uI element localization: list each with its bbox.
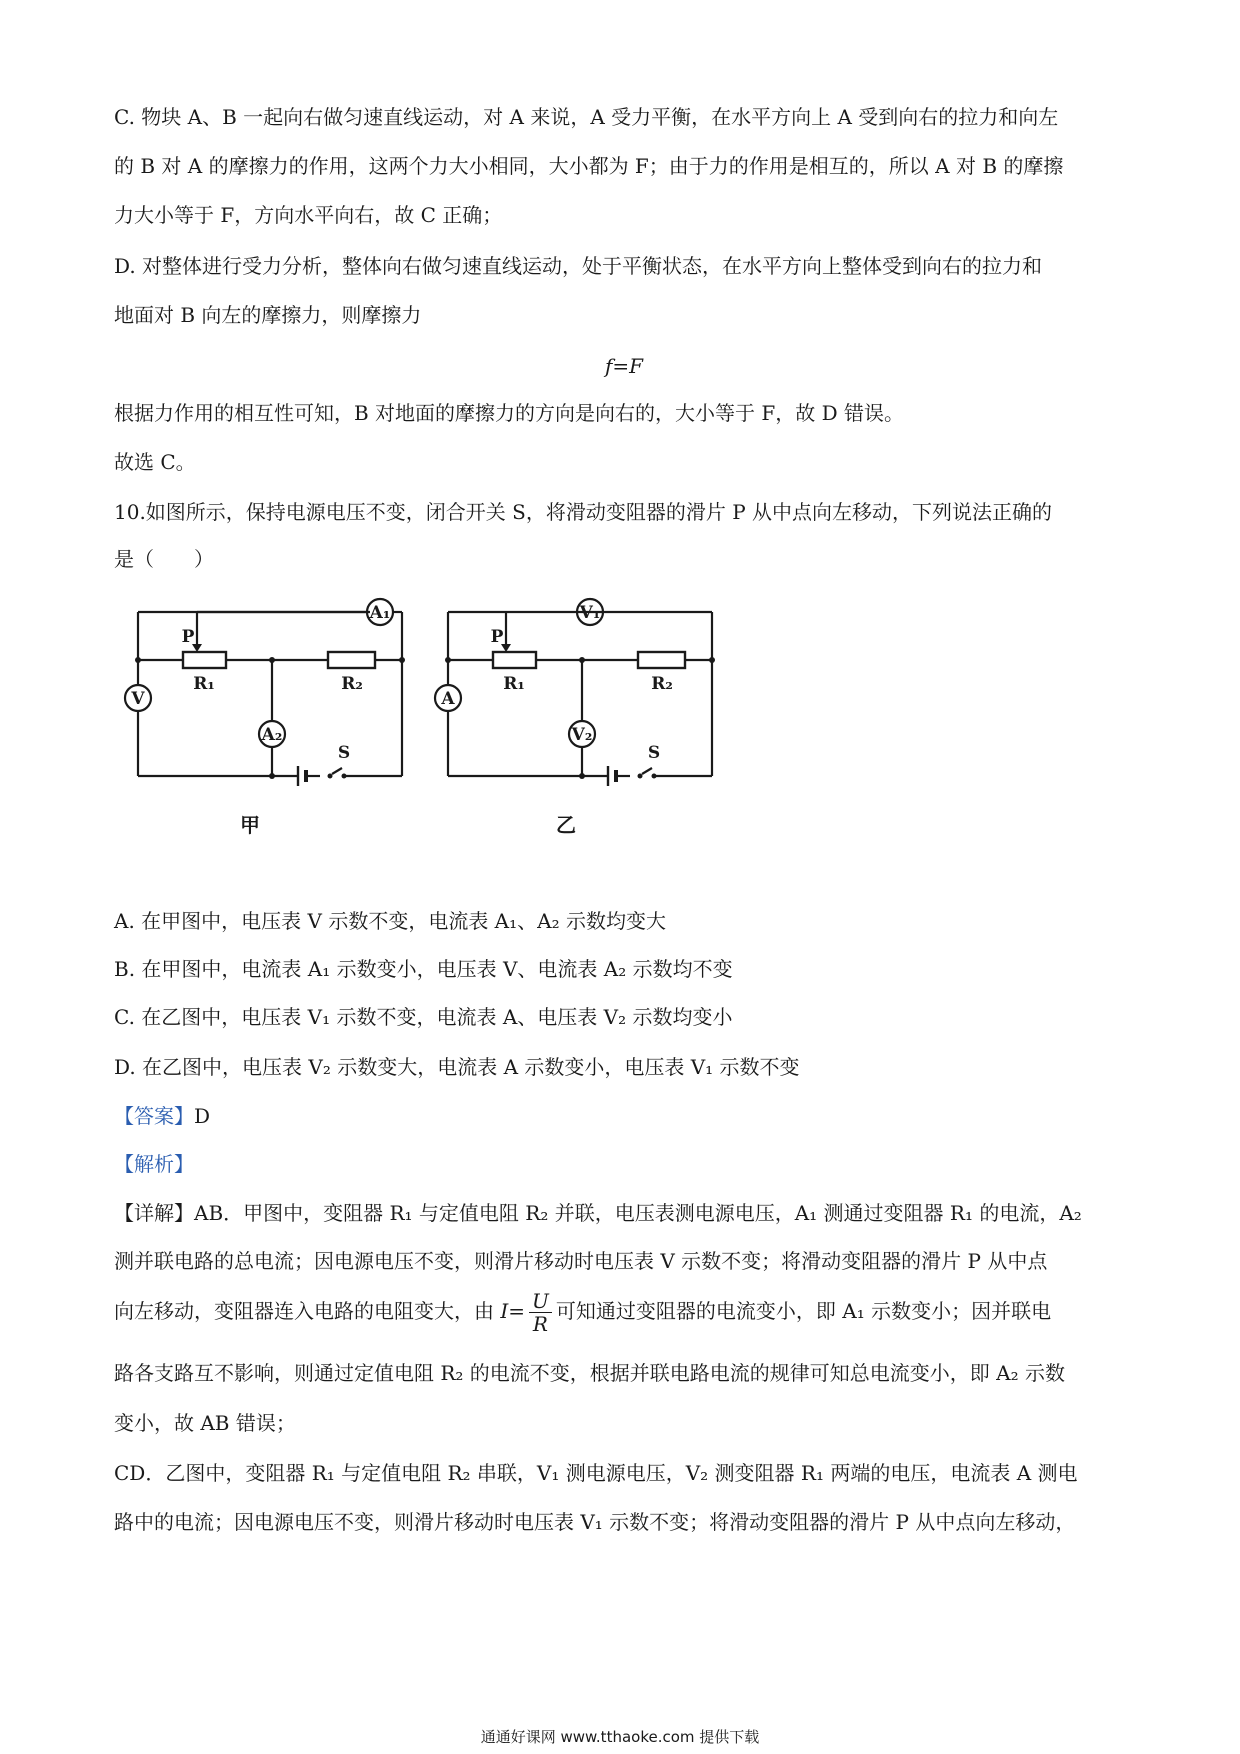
answer-value: D — [194, 1104, 211, 1128]
answer-label: 【答案】 — [114, 1104, 194, 1128]
formula-fraction — [529, 1290, 552, 1335]
detail-line: 测并联电路的总电流；因电源电压不变，则滑片移动时电压表 V 示数不变；将滑动变阻器的滑片 P 从中点 — [114, 1249, 1048, 1273]
option-a: A. 在甲图中，电压表 V 示数不变，电流表 A₁、A₂ 示数均变大 — [114, 909, 666, 933]
page-footer: 通通好课网 www.tthaoke.com 提供下载 — [480, 1728, 760, 1746]
figure-caption-jia: 甲 — [240, 813, 260, 837]
text-line: 地面对 B 向左的摩擦力，则摩擦力 — [114, 303, 422, 327]
option-c: C. 在乙图中，电压表 V₁ 示数不变，电流表 A、电压表 V₂ 示数均变小 — [114, 1005, 733, 1029]
ammeter-a2-label: A₂ — [261, 725, 283, 745]
resistor-r2-label: R₂ — [651, 674, 673, 694]
analysis-label: 【解析】 — [114, 1152, 194, 1176]
voltmeter-v1-label: V₁ — [579, 603, 601, 623]
detail-line: 路中的电流；因电源电压不变，则滑片移动时电压表 V₁ 示数不变；将滑动变阻器的滑片 P 从中点向左移动， — [114, 1510, 1076, 1534]
resistor-r1-label: R₁ — [503, 674, 525, 694]
detail-text: AB．甲图中，变阻器 R₁ 与定值电阻 R₂ 并联，电压表测电源电压，A₁ 测通过变阻器 R₁ 的电流，A₂ — [194, 1201, 1082, 1225]
text-line: C. 物块 A、B 一起向右做匀速直线运动，对 A 来说，A 受力平衡，在水平方向上 A 受到向右的拉力和向左 — [114, 105, 1059, 129]
resistor-r1-label: R₁ — [193, 674, 215, 694]
slider-p-label: P — [490, 627, 504, 647]
detail-text: 向左移动，变阻器连入电路的电阻变大，由 — [114, 1299, 494, 1323]
ammeter-a-label: A — [441, 689, 455, 709]
formula-lhs: I= — [500, 1299, 526, 1323]
text-line: 的 B 对 A 的摩擦力的作用，这两个力大小相同，大小都为 F；由于力的作用是相互的，所以 A 对 B 的摩擦 — [114, 154, 1064, 178]
resistor-r2-label: R₂ — [341, 674, 363, 694]
formula-numerator: U — [529, 1290, 552, 1313]
voltmeter-v-label: V — [131, 689, 145, 709]
detail-line: CD．乙图中，变阻器 R₁ 与定值电阻 R₂ 串联，V₁ 测电源电压，V₂ 测变阻器 R₁ 两端的电压，电流表 A 测电 — [114, 1461, 1078, 1485]
figure-caption-yi: 乙 — [556, 813, 576, 837]
formula-f-equals-F: f=F — [604, 354, 644, 378]
analysis-line — [114, 1151, 1134, 1177]
text-line: 力大小等于 F，方向水平向右，故 C 正确； — [114, 203, 503, 227]
circuit-figure — [110, 588, 730, 848]
voltmeter-v2-label: V₂ — [571, 725, 593, 745]
detail-line — [114, 1200, 1134, 1226]
detail-line: 变小，故 AB 错误； — [114, 1411, 296, 1435]
detail-line-with-formula — [114, 1288, 1134, 1335]
text-line: 故选 C。 — [114, 450, 196, 474]
text-line: D. 对整体进行受力分析，整体向右做匀速直线运动，处于平衡状态，在水平方向上整体受到向右的拉力和 — [114, 254, 1043, 278]
option-b: B. 在甲图中，电流表 A₁ 示数变小，电压表 V、电流表 A₂ 示数均不变 — [114, 957, 733, 981]
formula-denominator: R — [532, 1312, 548, 1336]
detail-line: 路各支路互不影响，则通过定值电阻 R₂ 的电流不变，根据并联电路电流的规律可知总电流变小，即 A₂ 示数 — [114, 1361, 1065, 1385]
switch-s-label: S — [647, 743, 661, 763]
answer-line — [114, 1103, 1134, 1129]
detail-text: 可知通过变阻器的电流变小，即 A₁ 示数变小；因并联电 — [555, 1299, 1052, 1323]
ammeter-a1-label: A₁ — [369, 603, 391, 623]
question-stem-end: 是（ ） — [114, 547, 214, 571]
detail-label: 【详解】 — [114, 1201, 194, 1225]
slider-p-label: P — [181, 627, 195, 647]
question-stem: 10.如图所示，保持电源电压不变，闭合开关 S，将滑动变阻器的滑片 P 从中点向左移动，下列说法正确的 — [114, 500, 1053, 524]
switch-s-label: S — [337, 743, 351, 763]
text-line: 根据力作用的相互性可知，B 对地面的摩擦力的方向是向右的，大小等于 F，故 D 错误。 — [114, 401, 905, 425]
option-d: D. 在乙图中，电压表 V₂ 示数变大，电流表 A 示数变小，电压表 V₁ 示数不变 — [114, 1055, 800, 1079]
